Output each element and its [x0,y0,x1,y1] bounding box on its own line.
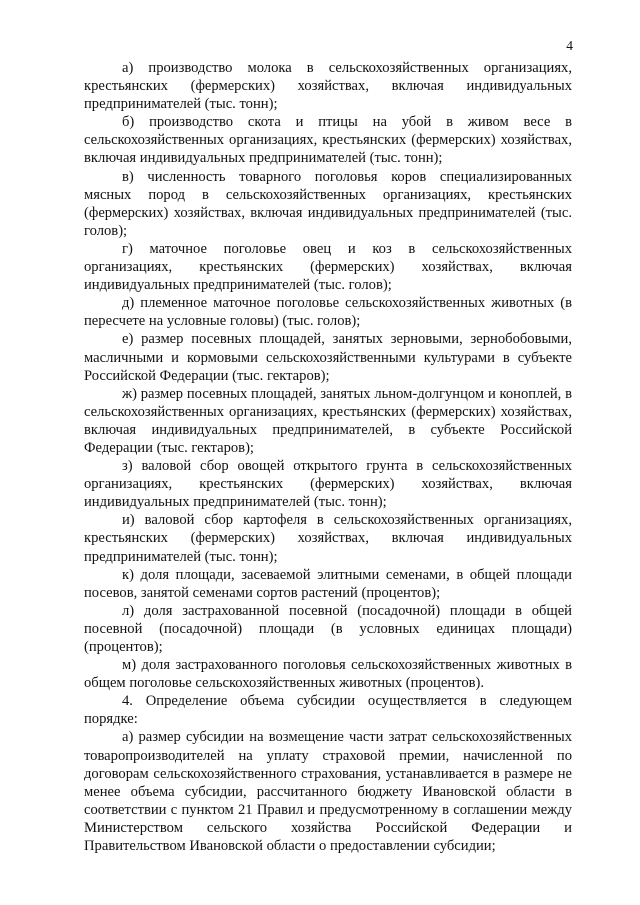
paragraph-item-k-elite-seeds-share: к) доля площади, засеваемой элитными семенами, в общей площади посевов, занятой семенами сортов растений (процентов); [84,566,572,601]
paragraph-item-z-vegetables-harvest: з) валовой сбор овощей открытого грунта в сельскохозяйственных организациях, крестьянских (фермерских) хозяйствах, включая индивидуальных предпринимателей (тыс. тонн); [84,458,572,511]
paragraph-section-4-subsidy-volume: 4. Определение объема субсидии осуществляется в следующем порядке: [84,693,572,728]
paragraph-item-b-livestock-production: б) производство скота и птицы на убой в живом весе в сельскохозяйственных организациях, крестьянских (фермерских) хозяйствах, включая индивидуальных предпринимателей (тыс. тонн); [84,114,572,167]
page-number: 4 [566,38,573,53]
paragraph-section-4-item-a: а) размер субсидии на возмещение части затрат сельскохозяйственных товаропроизводителей на уплату страховой премии, начисленной по договорам сельскохозяйственного страхования, устанавливается в размере не менее объема субсидии, рассчитанного бюджету Ивановской области в соответствии с пунктом 21 Правил и предусмотренному в соглашении между Министерством сельского хозяйства Российской Федерации и Правительством Ивановской области о предоставлении субсидии; [84,729,572,855]
paragraph-item-d-breeding-stock: д) племенное маточное поголовье сельскохозяйственных животных (в пересчете на условные головы) (тыс. голов); [84,295,572,330]
document-body [84,59,572,855]
paragraph-item-l-insured-area-share: л) доля застрахованной посевной (посадочной) площади в общей посевной (посадочной) площади (в условных единицах площади) (процентов); [84,602,572,655]
paragraph-item-a-milk-production: а) производство молока в сельскохозяйственных организациях, крестьянских (фермерских) хозяйствах, включая индивидуальных предпринимателей (тыс. тонн); [84,60,572,113]
paragraph-item-v-beef-cattle-count: в) численность товарного поголовья коров специализированных мясных пород в сельскохозяйственных организациях, крестьянских (фермерских) хозяйствах, включая индивидуальных предпринимателей (тыс. голов); [84,168,572,239]
paragraph-item-e-sown-area-grain: е) размер посевных площадей, занятых зерновыми, зернобобовыми, масличными и кормовыми сельскохозяйственными культурами в субъекте Российской Федерации (тыс. гектаров); [84,331,572,384]
paragraph-item-g-sheep-goats: г) маточное поголовье овец и коз в сельскохозяйственных организациях, крестьянских (фермерских) хозяйствах, включая индивидуальных предпринимателей (тыс. голов); [84,240,572,294]
paragraph-item-m-insured-livestock-share: м) доля застрахованного поголовья сельскохозяйственных животных в общем поголовье сельскохозяйственных животных (процентов). [84,657,572,692]
paragraph-item-i-potato-harvest: и) валовой сбор картофеля в сельскохозяйственных организациях, крестьянских (фермерских) хозяйствах, включая индивидуальных предпринимателей (тыс. тонн); [84,512,572,565]
paragraph-item-zh-flax-hemp-area: ж) размер посевных площадей, занятых льном-долгунцом и коноплей, в сельскохозяйственных организациях, крестьянских (фермерских) хозяйствах, включая индивидуальных предпринимателей, в субъекте Российской Федерации (тыс. гектаров); [84,385,572,456]
